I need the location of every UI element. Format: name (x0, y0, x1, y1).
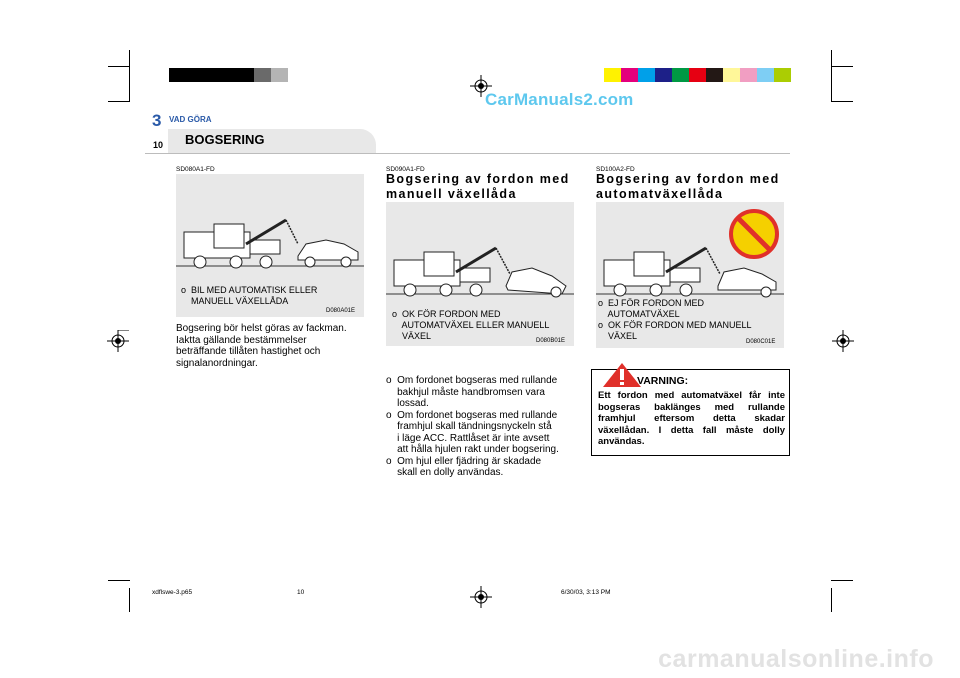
section-code: SD080A1-FD (176, 166, 215, 173)
warning-text: Ett fordon med automatväxel får inte bogseras baklänges med rullande framhjul eftersom detta skadar växellådan. I detta fall måste dolly användas. (598, 390, 785, 447)
body-text: Bogsering bör helst göras av fackman. Iaktta gällande bestämmelser beträffande tillåten hastighet och signalanordningar. (176, 323, 347, 369)
registration-target-icon (832, 330, 854, 352)
calibration-swatch (305, 68, 322, 82)
calibration-swatch (706, 68, 723, 82)
calibration-bar-left (152, 68, 322, 82)
header-divider (145, 153, 790, 154)
calibration-swatch (740, 68, 757, 82)
body-list: o Om fordonet bogseras med rullande bakhjul måste handbromsen vara lossad. o Om fordonet bogseras med rullande framhjul skall tändningsnyckeln stå i läge ACC. Rattlåset är inte avsett att hålla hjulen rakt under bogsering. o Om hjul eller fjädring är skadade skall en dolly användas. (386, 375, 559, 478)
warning-exclamation-icon (602, 362, 642, 388)
calibration-swatch (672, 68, 689, 82)
calibration-swatch (254, 68, 271, 82)
chapter-title: VAD GÖRA (169, 115, 212, 124)
figure-note: o BIL MED AUTOMATISK ELLER MANUELL VÄXELLÅDA (181, 285, 318, 306)
figure-code: D080B01E (536, 338, 566, 344)
crop-mark (108, 66, 130, 67)
calibration-swatch (220, 68, 237, 82)
calibration-swatch (271, 68, 288, 82)
section-heading: Bogsering av fordon med manuell växellåda (386, 172, 570, 201)
calibration-swatch (757, 68, 774, 82)
calibration-swatch (638, 68, 655, 82)
warning-title: VARNING: (637, 375, 689, 387)
tow-truck-illustration (386, 202, 574, 312)
figure-note: o OK FÖR FORDON MED AUTOMATVÄXEL ELLER MANUELL VÄXEL (392, 309, 550, 341)
crop-mark (108, 101, 130, 102)
calibration-swatch (237, 68, 254, 82)
page-number: 10 (153, 140, 164, 150)
prohibition-icon (728, 208, 780, 260)
figure-code: D080A01E (326, 308, 356, 314)
crop-mark (831, 50, 832, 102)
calibration-swatch (604, 68, 621, 82)
section-title: BOGSERING (185, 132, 265, 147)
figure-note: o EJ FÖR FORDON MED AUTOMATVÄXEL o OK FÖR FORDON MED MANUELL VÄXEL (598, 298, 752, 341)
crop-mark (129, 588, 130, 612)
site-watermark: carmanualsonline.info (658, 645, 934, 673)
section-code: SD090A1-FD (386, 166, 425, 173)
calibration-swatch (203, 68, 220, 82)
calibration-swatch (169, 68, 186, 82)
calibration-swatch (152, 68, 169, 82)
calibration-swatch (621, 68, 638, 82)
footer-page: 10 (297, 589, 305, 596)
calibration-swatch (288, 68, 305, 82)
figure-code: D080C01E (746, 339, 776, 345)
watermark-text: CarManuals2.com (485, 90, 634, 109)
registration-target-icon (107, 330, 129, 352)
crop-mark (108, 580, 130, 581)
calibration-swatch (186, 68, 203, 82)
crop-mark (831, 101, 853, 102)
crop-mark (831, 580, 853, 581)
registration-target-icon (470, 586, 492, 608)
calibration-swatch (655, 68, 672, 82)
calibration-bar-right (604, 68, 791, 82)
crop-mark (831, 588, 832, 612)
footer-date: 6/30/03, 3:13 PM (561, 589, 611, 596)
crop-mark (129, 50, 130, 102)
tow-truck-illustration (176, 174, 364, 284)
calibration-swatch (689, 68, 706, 82)
section-code: SD100A2-FD (596, 166, 635, 173)
chapter-number: 3 (152, 111, 162, 130)
section-heading: Bogsering av fordon med automatväxellåda (596, 172, 780, 201)
footer-file: xdflswe-3.p65 (152, 589, 193, 596)
calibration-swatch (774, 68, 791, 82)
crop-mark (831, 66, 853, 67)
calibration-swatch (723, 68, 740, 82)
